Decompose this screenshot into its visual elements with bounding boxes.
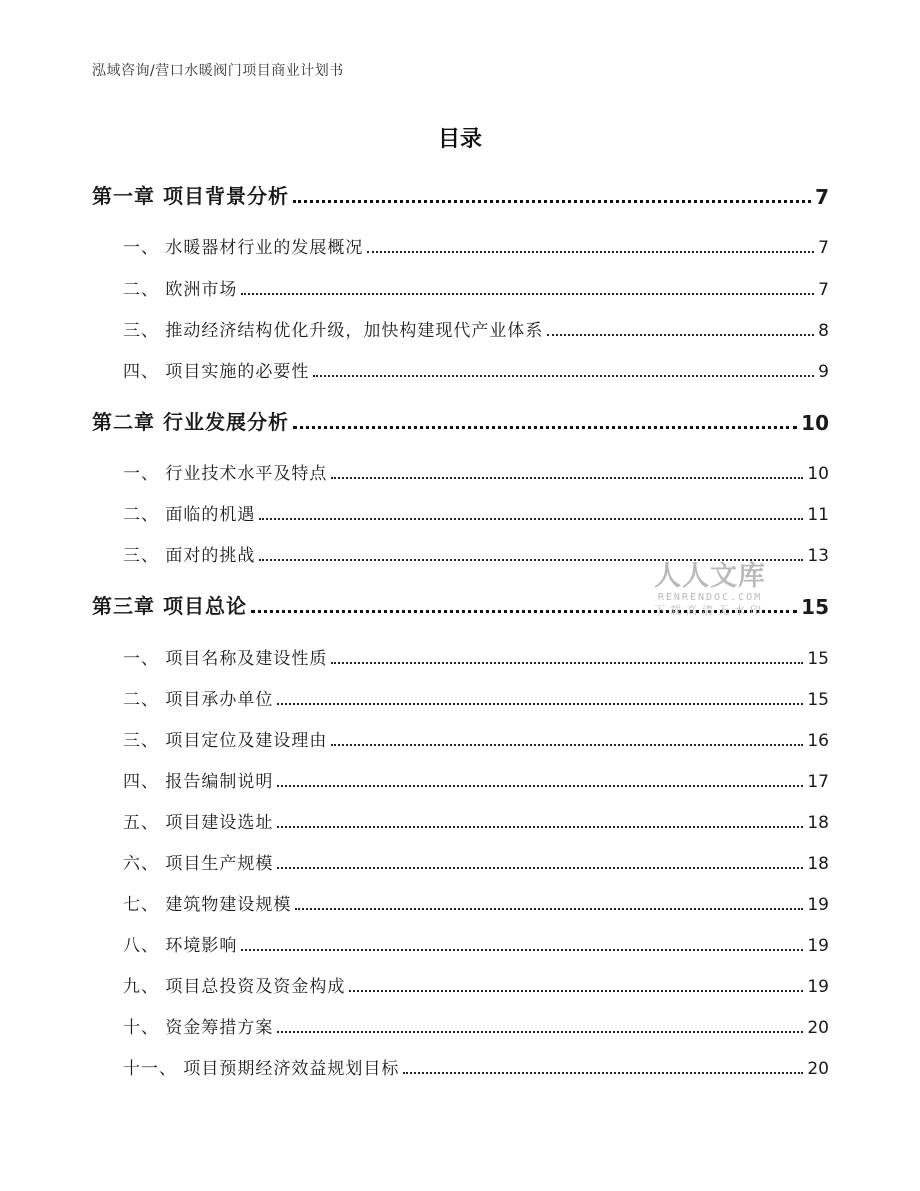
toc-page-number: 7 <box>818 280 829 300</box>
toc-page-number: 7 <box>818 238 829 258</box>
toc-leader-dots <box>259 518 803 520</box>
toc-entry-label: 八、 环境影响 <box>123 936 238 956</box>
toc-leader-dots <box>277 703 803 705</box>
toc-entry-label: 十一、 项目预期经济效益规划目标 <box>123 1059 400 1079</box>
toc-leader-dots <box>277 826 803 828</box>
page-title: 目录 <box>437 127 482 152</box>
toc-leader-dots <box>403 1072 803 1074</box>
toc-page-number: 19 <box>807 936 829 956</box>
toc-section[interactable] <box>123 500 829 525</box>
toc-page-number: 19 <box>807 977 829 997</box>
watermark-title: 人人文库 <box>654 561 766 592</box>
toc-section[interactable] <box>123 1054 829 1079</box>
toc-entry-label: 五、 项目建设选址 <box>123 813 274 833</box>
toc-page-number: 10 <box>807 464 829 484</box>
toc-entry-label: 第一章 项目背景分析 <box>92 184 289 208</box>
toc-page-number: 11 <box>807 505 829 525</box>
toc-leader-dots <box>331 662 803 664</box>
toc-section[interactable] <box>123 849 829 874</box>
toc-leader-dots <box>331 477 803 479</box>
toc-section[interactable] <box>123 808 829 833</box>
toc-entry-label: 六、 项目生产规模 <box>123 854 274 874</box>
toc-chapter-2[interactable] <box>92 406 829 435</box>
toc-entry-label: 一、 水暖器材行业的发展概况 <box>123 238 364 258</box>
toc-entry-label: 第三章 项目总论 <box>92 594 247 618</box>
toc-entry-label: 七、 建筑物建设规模 <box>123 895 292 915</box>
toc-leader-dots <box>277 785 803 787</box>
toc-leader-dots <box>293 426 797 429</box>
toc-page-number: 15 <box>801 595 829 619</box>
watermark <box>646 563 774 616</box>
watermark-domain: RENRENDOC.COM <box>657 592 763 603</box>
toc-page-number: 16 <box>807 731 829 751</box>
toc-page-number: 15 <box>807 690 829 710</box>
toc-page-number: 15 <box>807 649 829 669</box>
toc-chapter-1[interactable] <box>92 180 829 209</box>
toc-section[interactable] <box>123 459 829 484</box>
toc-leader-dots <box>277 1031 803 1033</box>
toc-page-number: 8 <box>818 321 829 341</box>
toc-section[interactable] <box>123 685 829 710</box>
toc-section[interactable] <box>123 357 829 382</box>
toc-leader-dots <box>277 867 803 869</box>
toc-section[interactable] <box>123 972 829 997</box>
toc-page-number: 17 <box>807 772 829 792</box>
toc-page-number: 9 <box>818 362 829 382</box>
toc-leader-dots <box>367 251 814 253</box>
toc-section[interactable] <box>123 726 829 751</box>
toc-leader-dots <box>293 200 811 203</box>
toc-page-number: 18 <box>807 813 829 833</box>
toc-leader-dots <box>241 293 814 295</box>
toc-page-number: 18 <box>807 854 829 874</box>
toc-entry-label: 第二章 行业发展分析 <box>92 410 289 434</box>
toc-page-number: 20 <box>807 1059 829 1079</box>
toc-page-number: 10 <box>801 411 829 435</box>
toc-leader-dots <box>313 375 814 377</box>
toc-leader-dots <box>331 744 803 746</box>
toc-leader-dots <box>547 334 814 336</box>
toc-page-number: 7 <box>815 185 829 209</box>
toc-page-number: 19 <box>807 895 829 915</box>
toc-section[interactable] <box>123 316 829 341</box>
document-header: 泓域咨询/营口水暖阀门项目商业计划书 <box>92 63 344 79</box>
toc-section[interactable] <box>123 233 829 258</box>
toc-entry-label: 二、 欧洲市场 <box>123 280 238 300</box>
toc-section[interactable] <box>123 275 829 300</box>
toc-section[interactable] <box>123 644 829 669</box>
toc-entry-label: 九、 项目总投资及资金构成 <box>123 977 346 997</box>
toc-leader-dots <box>295 908 803 910</box>
toc-page-number: 20 <box>807 1018 829 1038</box>
watermark-tagline: 下载高清无水印 <box>654 604 766 617</box>
toc-leader-dots <box>241 949 803 951</box>
toc-entry-label: 一、 项目名称及建设性质 <box>123 649 328 669</box>
toc-page-number: 13 <box>807 546 829 566</box>
toc-entry-label: 三、 面对的挑战 <box>123 546 256 566</box>
toc-leader-dots <box>349 990 803 992</box>
toc-entry-label: 三、 项目定位及建设理由 <box>123 731 328 751</box>
toc-entry-label: 三、 推动经济结构优化升级，加快构建现代产业体系 <box>123 321 544 341</box>
toc-entry-label: 二、 面临的机遇 <box>123 505 256 525</box>
toc-section[interactable] <box>123 890 829 915</box>
toc-section[interactable] <box>123 1013 829 1038</box>
toc-section[interactable] <box>123 931 829 956</box>
toc-entry-label: 一、 行业技术水平及特点 <box>123 464 328 484</box>
toc-section[interactable] <box>123 767 829 792</box>
toc-entry-label: 十、 资金筹措方案 <box>123 1018 274 1038</box>
toc-entry-label: 四、 报告编制说明 <box>123 772 274 792</box>
toc-entry-label: 二、 项目承办单位 <box>123 690 274 710</box>
toc-entry-label: 四、 项目实施的必要性 <box>123 362 310 382</box>
